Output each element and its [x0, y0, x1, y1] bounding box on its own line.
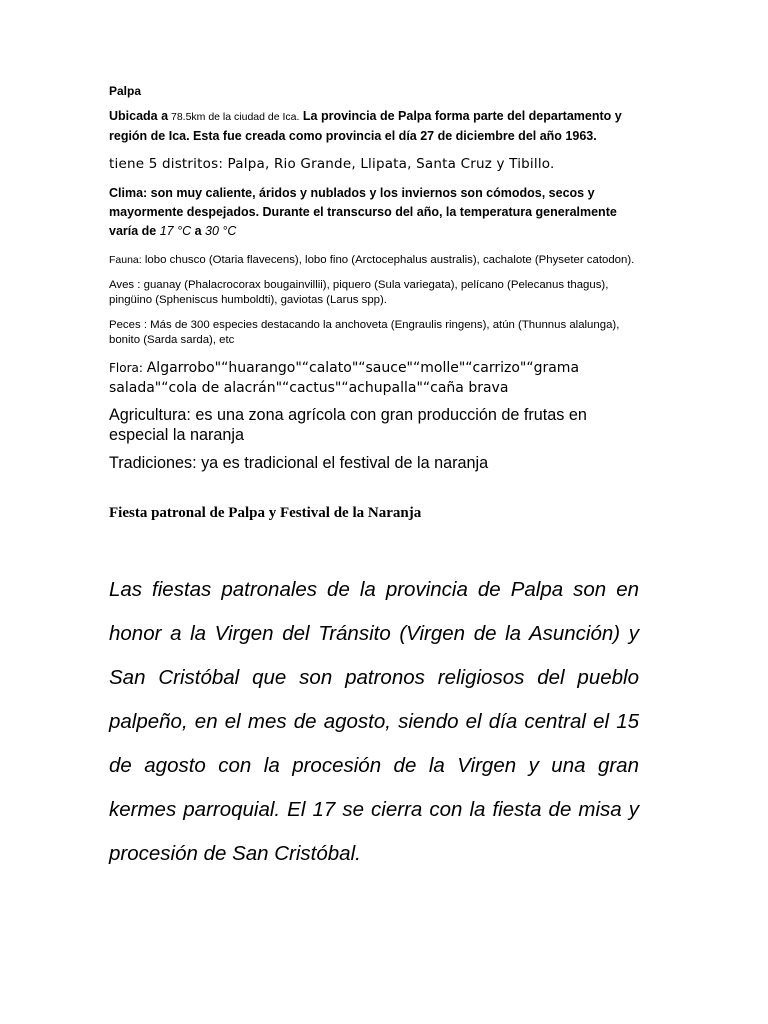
location-label: Ubicada a [109, 109, 169, 123]
traditions-paragraph: Tradiciones: ya es tradicional el festival de la naranja [109, 453, 489, 472]
fauna-paragraph [109, 253, 639, 269]
section-heading: Fiesta patronal de Palpa y Festival de la Naranja [109, 504, 422, 521]
climate-connector: a [191, 224, 206, 238]
location-paragraph [109, 107, 639, 146]
fish-paragraph: Peces : Más de 300 especies destacando la anchoveta (Engraulis ringens), atún (Thunnus alalunga), bonito (Sarda sarda), etc [109, 318, 620, 346]
birds-paragraph: Aves : guanay (Phalacrocorax bougainvillii), piquero (Sula variegata), pelícano (Pelecanus thagus), pingüino (Spheniscus humboldti), gaviotas (Larus spp). [109, 278, 609, 306]
festival-paragraph: Las fiestas patronales de la provincia de Palpa son en honor a la Virgen del Tránsito (Virgen de la Asunción) y San Cristóbal que son patronos religiosos del pueblo palpeño, en el mes de agosto, siendo el día central el 15 de agosto con la procesión de la Virgen y una gran kermes parroquial. El 17 se cierra con la fiesta de misa y procesión de San Cristóbal. [109, 577, 639, 865]
fauna-text: lobo chusco (Otaria flavecens), lobo fino (Arctocephalus australis), cachalote (Physeter catodon). [141, 254, 635, 266]
document-page [109, 84, 639, 876]
agriculture-paragraph: Agricultura: es una zona agrícola con gran producción de frutas en especial la naranja [109, 405, 587, 444]
flora-text: Algarrobo"“huarango"“calato"“sauce"“molle"“carrizo"“grama salada"“cola de alacrán"“cactus"“achupalla"“caña brava [109, 359, 580, 396]
climate-temp-max: 30 °C [205, 224, 237, 238]
location-distance: 78.5km de la ciudad de Ica. [168, 111, 300, 123]
page-title: Palpa [109, 84, 142, 98]
location-description: La provincia de Palpa forma parte del departamento y región de Ica. Esta fue creada como provincia el día 27 de diciembre del año 1963. [109, 109, 622, 143]
fauna-label: Fauna: [109, 254, 142, 266]
climate-paragraph [109, 184, 639, 241]
climate-text: Clima: son muy caliente, áridos y nublados y los inviernos son cómodos, secos y mayormente despejados. Durante el transcurso del año, la temperatura generalmente varía de [109, 186, 617, 238]
flora-paragraph [109, 358, 639, 398]
flora-label: Flora: [109, 360, 147, 375]
districts-paragraph: tiene 5 distritos: Palpa, Rio Grande, Llipata, Santa Cruz y Tibillo. [109, 156, 555, 172]
climate-temp-min: 17 °C [159, 224, 192, 238]
